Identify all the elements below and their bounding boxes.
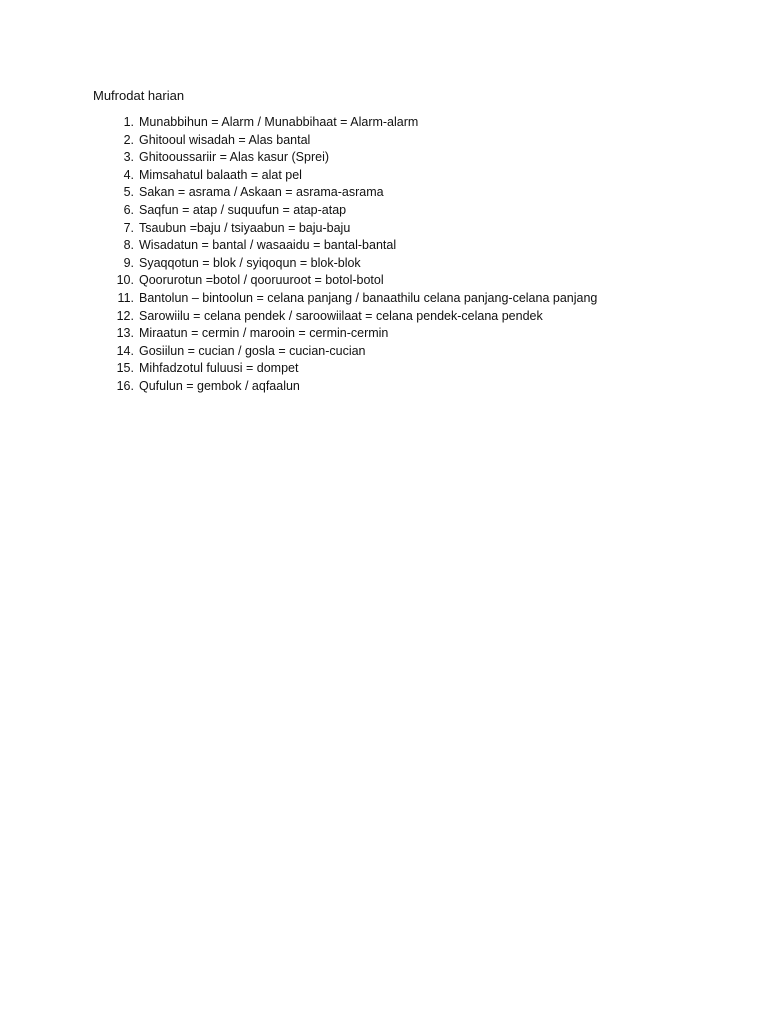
item-text: Mimsahatul balaath = alat pel: [139, 167, 302, 182]
item-text: Munabbihun = Alarm / Munabbihaat = Alarm-alarm: [139, 115, 419, 129]
item-text: Gosiilun = cucian / gosla = cucian-cucian: [139, 343, 366, 358]
item-text: Sakan = asrama / Askaan = asrama-asrama: [139, 185, 384, 200]
item-number: 11.: [117, 290, 134, 305]
item-text: Qufulun = gembok / aqfaalun: [139, 378, 300, 393]
item-number: 16.: [116, 378, 134, 393]
item-number: 2.: [123, 132, 134, 147]
item-number: 13.: [116, 326, 134, 341]
item-text: Ghitooul wisadah = Alas bantal: [139, 132, 311, 147]
item-number: 6.: [123, 202, 134, 217]
item-number: 3.: [123, 150, 134, 165]
item-number: 12.: [116, 308, 134, 323]
item-number: 10.: [116, 273, 134, 288]
item-text: Sarowiilu = celana pendek / saroowiilaat = celana pendek-celana pendek: [139, 308, 543, 323]
item-number: 4.: [123, 167, 134, 182]
item-number: 15.: [116, 361, 134, 376]
page-title: Mufrodat harian: [93, 88, 185, 103]
item-text: Saqfun = atap / suquufun = atap-atap: [139, 202, 347, 217]
item-number: 5.: [123, 185, 134, 200]
item-text: Miraatun = cermin / marooin = cermin-cermin: [139, 326, 389, 341]
item-text: Syaqqotun = blok / syiqoqun = blok-blok: [139, 255, 361, 270]
item-number: 7.: [123, 220, 134, 235]
item-number: 8.: [123, 238, 134, 253]
item-number: 1.: [123, 115, 134, 129]
item-text: Mihfadzotul fuluusi = dompet: [139, 361, 299, 376]
item-text: Bantolun – bintoolun = celana panjang / banaathilu celana panjang-celana panjang: [139, 290, 598, 305]
item-number: 9.: [123, 255, 134, 270]
item-text: Wisadatun = bantal / wasaaidu = bantal-bantal: [139, 238, 397, 253]
item-number: 14.: [116, 343, 134, 358]
item-text: Tsaubun =baju / tsiyaabun = baju-baju: [139, 220, 351, 235]
item-text: Ghitooussariir = Alas kasur (Sprei): [139, 150, 330, 165]
item-text: Qoorurotun =botol / qooruuroot = botol-botol: [139, 273, 384, 288]
